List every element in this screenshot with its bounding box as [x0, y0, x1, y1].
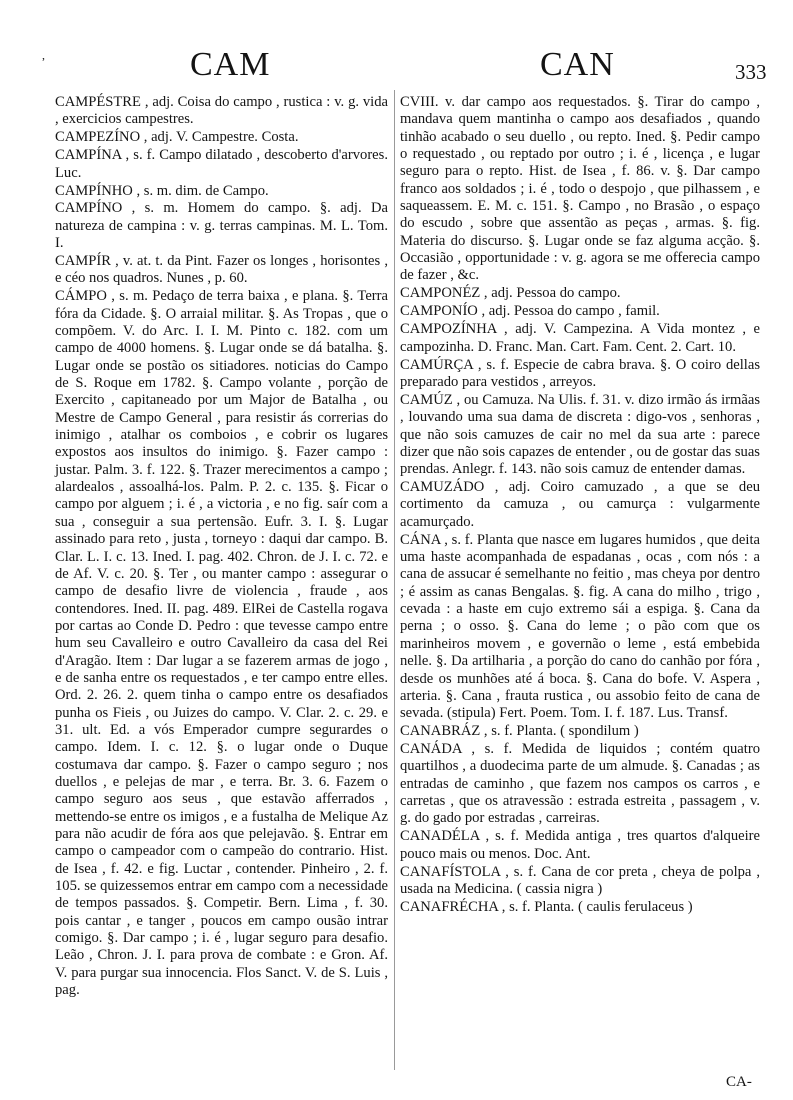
entry-camuzado: CAMUZÁDO , adj. Coiro camuzado , a que se deu cortimento da camuza , ou camurça : vulgarmente acamurçado.	[400, 479, 760, 530]
entry-camurca: CAMÚRÇA , s. f. Especie de cabra brava. §. O coiro dellas preparado para vestidos , arreyos.	[400, 356, 760, 390]
entry-canadela: CANADÉLA , s. f. Medida antiga , tres quartos d'alqueire pouco mais ou menos. Doc. Ant.	[400, 828, 760, 862]
header-left-guideword: CAM	[190, 46, 271, 83]
entry-cana: CÁNA , s. f. Planta que nasce em lugares humidos , que deita uma haste acompanhada de espadanas , ocas , com nós : a cana de assucar é semelhante no feitio , mas cheya por dentro ; é assim as canas Bengalas. §. fig. A cana do milho , trigo , cevada : a haste em cujo extremo sái a espiga. §. Cana da perna ; o osso. §. Cana do leme ; o pão com que os marinheiros movem , e governão o leme , está embebida nelle. §. Da artilharia , a porção do cano do canhão por fóra , desde os munhões até á boca. §. Cana do bofe. V. Aspera , arteria. §. Cana , frauta rustica , ou assobio feito de cana de sevada. (stipula) Fert. Poem. Tom. I. f. 187. Lus. Transf.	[400, 531, 760, 722]
entry-canabraz: CANABRÁZ , s. f. Planta. ( spondilum )	[400, 723, 639, 740]
column-divider	[394, 90, 395, 1070]
left-column	[55, 94, 388, 999]
entry-campinho: CAMPÍNHO , s. m. dim. de Campo.	[55, 182, 269, 199]
entry-campozinha: CAMPOZÍNHA , adj. V. Campezina. A Vida montez , e campozinha. D. Franc. Man. Cart. Fam. Cent. 2. Cart. 10.	[400, 321, 760, 355]
entry-campino: CAMPÍNO , s. m. Homem do campo. §. adj. Da natureza de campina : v. g. terras campinas. M. L. Tom. I.	[55, 200, 388, 252]
stray-mark: ,	[42, 48, 45, 62]
entry-campestre: CAMPÉSTRE , adj. Coisa do campo , rustica : v. g. vida , exercicios campestres.	[55, 94, 388, 128]
entry-camuz: CAMÚZ , ou Camuza. Na Ulis. f. 31. v. dizo irmão ás irmãas , louvando uma sua dama de discreta : digo-vos , senhoras , que não sois camuzes de cair no mel da sua arte : parece dizer que não sois capazes de entender , ou de gostar das suas prendas. Anlegr. f. 143. não sois camuz de entender damas.	[400, 391, 760, 478]
entry-camponez: CAMPONÉZ , adj. Pessoa do campo.	[400, 285, 621, 302]
entry-canafistola: CANAFÍSTOLA , s. f. Cana de cor preta , cheya de polpa , usada na Medicina. ( cassia nigra )	[400, 863, 760, 897]
entry-campir: CAMPÍR , v. at. t. da Pint. Fazer os longes , horisontes , e céo nos quadros. Nunes , p. 60.	[55, 253, 388, 287]
entry-campo: CÁMPO , s. m. Pedaço de terra baixa , e plana. §. Terra fóra da Cidade. §. O arraial militar. §. As Tropas , que o compõem. V. do Arc. I. I. M. Pinto c. 182. com um campo de 4000 homens. §. Lugar onde se dá batalha. §. Lugar onde se postão os sitiadores. noticias do Campo de S. Roque em 1782. §. Campo volante , porção de Exercito , capitaneado por um Major de Batalha , ou Mestre de Campo General , para resistir ás correrias do inimigo , atalhar os comboios , e cobrir os lugares expostos aos insultos do inimigo. §. Fazer campo : justar. Palm. 3. f. 122. §. Trazer merecimentos a campo ; alardealos , assoalhá-los. Palm. P. 2. c. 135. §. Ficar o campo por alguem ; i. é , a victoria , e no fig. saír com a sua , conseguir a sua pertensão. Eufr. 3. I. §. Lugar assinado para reto , justa , torneyo : daqui dar campo. B. Clar. L. I. c. 13. Ined. I. pag. 402. Chron. de J. I. c. 72. e de Af. V. c. 20. §. Ter , ou manter campo : assegurar o campo de desafio livre de violencia , fraude , aos contendores. Ined. II. pag. 489. ElRei de Castella rogava por cartas ao Conde D. Pedro : que tevesse campo entre hum seu Cavalleiro e outro Cavalleiro da casa del Rei d'Aragão. Item : Dar lugar a se fazerem armas de jogo , e de sanha entre os requestados , e ter campo entre elles. Ord. 2. 26. 2. quem tinha o campo entre os desafiados punha os Fieis , ou Juizes do campo. V. Clar. 2. c. 29. e 31. ult. Ed. a vós Emperador cumpre segurardes o campo. Idem. I. c. 12. §. o lugar onde o Duque costumava dar campo. §. Fazer o campo seguro ; nos duellos , e pelejas de mar , e terra. Br. 3. 6. Fazem o campo seguro aos seus , que estavão afferrados , mettendo-se entre os imigos , e a fustalha de Melique Az para não acudir de fóra aos que pelejavão. §. Entrar em campo o campeador com o campeão do contrario. Hist. de Isea , f. 42. e fig. Luctar , contender. Pinheiro , 2. f. 105. se quizessemos entrar em campo com a necessidade de tempos passados. §. Competir. Bern. Lima , f. 30. pois cantar , e tanger , poucos em campo ousão intrar comigo. §. Dar campo ; i. é , lugar seguro para desafio. Leão , Chron. J. I. para prova de combate : e Gron. Af. V. para purgar sua innocencia. Flos Sanct. V. de S. Luis , pag.	[55, 288, 388, 999]
entry-camponio: CAMPONÍO , adj. Pessoa do campo , famil.	[400, 303, 660, 320]
entry-canafrecha: CANAFRÉCHA , s. f. Planta. ( caulis ferulaceus )	[400, 898, 693, 915]
page-header	[0, 46, 793, 96]
catchword: CA-	[726, 1074, 752, 1090]
right-column	[400, 94, 760, 916]
entry-campezino: CAMPEZÍNO , adj. V. Campestre. Costa.	[55, 129, 299, 146]
entry-campina: CAMPÍNA , s. f. Campo dilatado , descoberto d'arvores. Luc.	[55, 147, 388, 181]
entry-campo-continued: CVIII. v. dar campo aos requestados. §. Tirar do campo , mandava quem mantinha o campo aos desafiados , quando tinhão acabado o seu duello , ou repto. Ined. §. Pedir campo o requestado , ou reptado por outro ; i. é , licença , e lugar seguro para o repto. Hist. de Isea , f. 86. v. §. Dar campo franco aos soldados ; i. é , todo o despojo , que pilhassem , e saqueassem. E. M. c. 151. §. Campo , no Brasão , o espaço do escudo , sobre que assentão as peças , armas. §. fig. Materia do discurso. §. Lugar onde se faz alguma acção. §. Occasião , opportunidade : v. g. agora se me offerecia campo de fazer , &c.	[400, 94, 760, 284]
header-right-guideword: CAN	[540, 46, 615, 83]
page-number: 333	[735, 60, 767, 84]
entry-canada: CANÁDA , s. f. Medida de liquidos ; contém quatro quartilhos , a duodecima parte de um almude. §. Canadas ; as entradas de caminho , que fazem nos campos os carros , e carretas , que os atravessão : estrada estreita , passagem , v. g. do gado por estradas , carreiras.	[400, 741, 760, 827]
